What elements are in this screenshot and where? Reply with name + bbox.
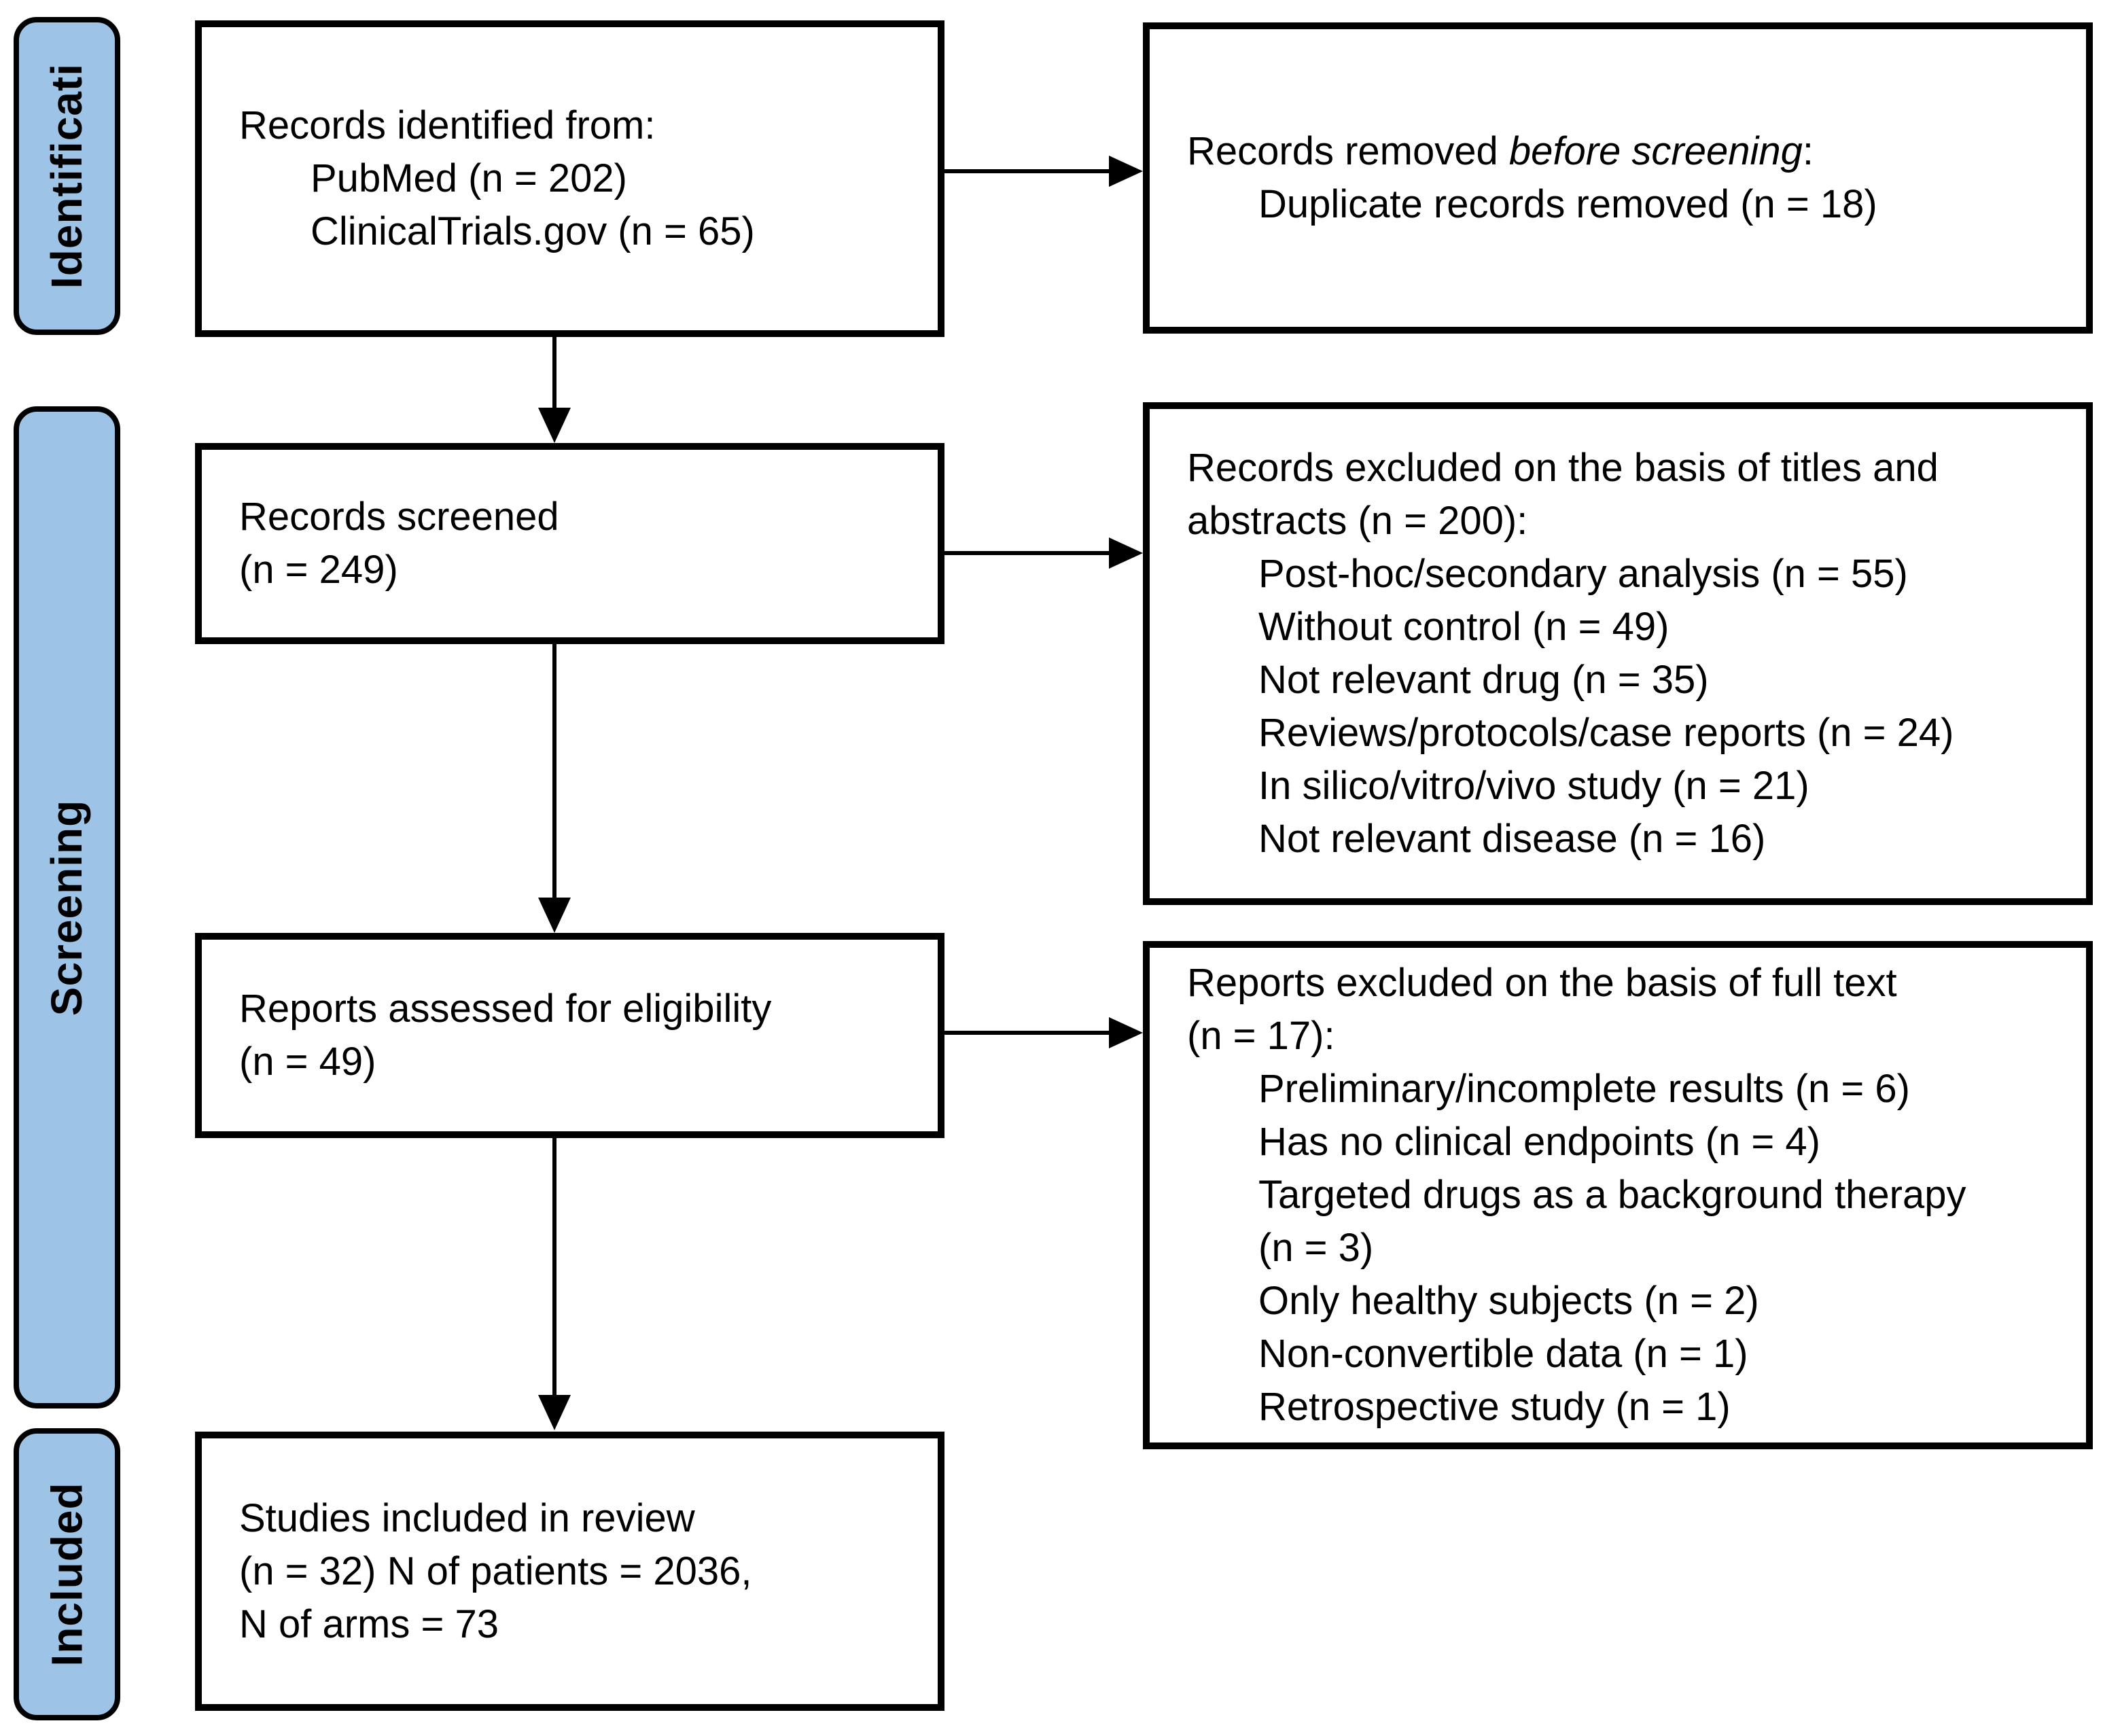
box-line: Only healthy subjects (n = 2) bbox=[1258, 1279, 1759, 1323]
arrow-line bbox=[552, 336, 556, 410]
box-line: Duplicate records removed (n = 18) bbox=[1258, 182, 1877, 226]
stage-included bbox=[14, 1428, 120, 1720]
box-line: Targeted drugs as a background therapy bbox=[1258, 1173, 1966, 1217]
box-line: Without control (n = 49) bbox=[1258, 605, 1669, 649]
box-line: Records excluded on the basis of titles and bbox=[1187, 446, 1939, 490]
box-line: ClinicalTrials.gov (n = 65) bbox=[311, 209, 755, 253]
box-line: (n = 17): bbox=[1187, 1014, 1335, 1058]
arrowhead-right-icon bbox=[1109, 1017, 1143, 1048]
title-text: : bbox=[1802, 129, 1814, 173]
box-line: Records screened bbox=[239, 495, 559, 539]
stage-label-included: Included bbox=[42, 1482, 92, 1667]
title-text: Records removed bbox=[1187, 129, 1509, 173]
box-records-excluded-titles-abstracts bbox=[1143, 402, 2093, 905]
arrow-line bbox=[943, 1031, 1110, 1035]
stage-identification bbox=[14, 17, 120, 335]
box-line: Preliminary/incomplete results (n = 6) bbox=[1258, 1067, 1910, 1111]
box-line: Studies included in review bbox=[239, 1495, 695, 1540]
box-line: Non-convertible data (n = 1) bbox=[1258, 1332, 1748, 1376]
box-line: Has no clinical endpoints (n = 4) bbox=[1258, 1120, 1820, 1164]
box-line: Records identified from: bbox=[239, 103, 656, 147]
box-records-screened bbox=[195, 443, 944, 644]
box-line: (n = 49) bbox=[239, 1040, 376, 1084]
box-line: Reports assessed for eligibility bbox=[239, 987, 772, 1031]
arrowhead-down-icon bbox=[538, 1395, 571, 1430]
arrowhead-down-icon bbox=[538, 408, 571, 443]
box-line: (n = 3) bbox=[1258, 1226, 1374, 1270]
arrow-line bbox=[943, 169, 1110, 173]
box-line: (n = 32) N of patients = 2036, bbox=[239, 1548, 752, 1593]
box-line: Retrospective study (n = 1) bbox=[1258, 1385, 1731, 1429]
box-line: (n = 249) bbox=[239, 548, 398, 592]
box-line: abstracts (n = 200): bbox=[1187, 499, 1528, 543]
box-studies-included bbox=[195, 1432, 944, 1711]
stage-label-identification: Identificati bbox=[42, 63, 92, 289]
box-line: Not relevant disease (n = 16) bbox=[1258, 817, 1766, 861]
arrowhead-right-icon bbox=[1109, 537, 1143, 569]
box-reports-assessed-eligibility bbox=[195, 933, 944, 1138]
box-line: PubMed (n = 202) bbox=[311, 156, 627, 200]
box-line: Reviews/protocols/case reports (n = 24) bbox=[1258, 711, 1954, 755]
box-records-identified bbox=[195, 20, 944, 337]
arrow-line bbox=[552, 1138, 556, 1396]
box-line: Not relevant drug (n = 35) bbox=[1258, 658, 1709, 702]
title-italic-text: before screening bbox=[1508, 129, 1803, 173]
box-line: Post-hoc/secondary analysis (n = 55) bbox=[1258, 552, 1908, 596]
box-line: In silico/vitro/vivo study (n = 21) bbox=[1258, 764, 1809, 808]
box-records-removed-before-screening bbox=[1143, 22, 2093, 334]
box-line: Reports excluded on the basis of full text bbox=[1187, 961, 1897, 1005]
arrowhead-down-icon bbox=[538, 898, 571, 933]
box-line bbox=[1187, 125, 2069, 178]
arrow-line bbox=[943, 551, 1110, 555]
box-line: N of arms = 73 bbox=[239, 1601, 499, 1646]
stage-screening bbox=[14, 406, 120, 1409]
stage-label-screening: Screening bbox=[42, 799, 92, 1016]
arrow-line bbox=[552, 644, 556, 900]
box-reports-excluded-fulltext bbox=[1143, 941, 2093, 1449]
arrowhead-right-icon bbox=[1109, 156, 1143, 187]
